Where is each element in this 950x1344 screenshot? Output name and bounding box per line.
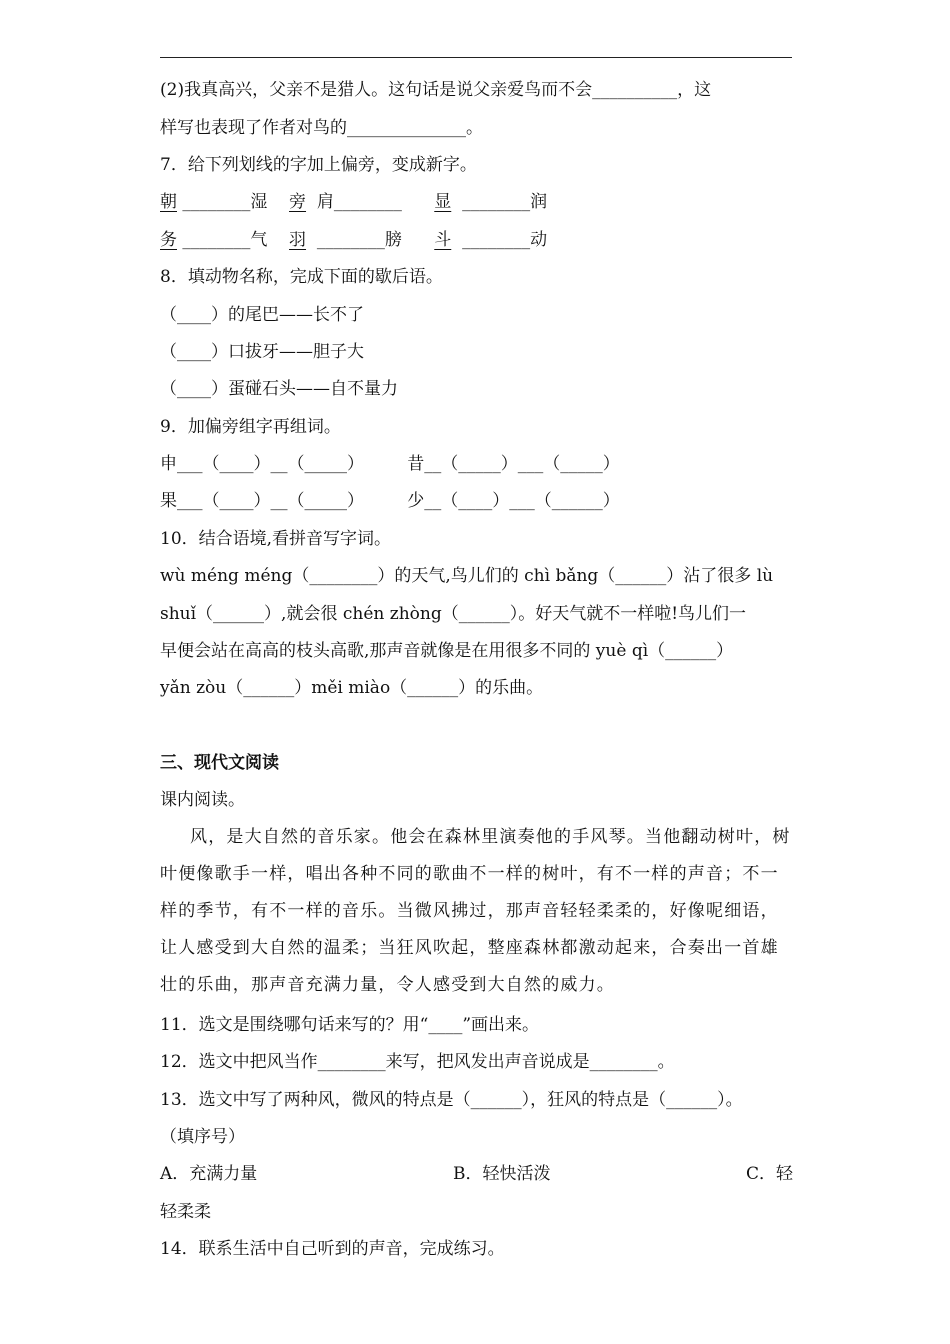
underlined-char: 务 <box>160 230 177 250</box>
underlined-char: 显 <box>434 192 452 212</box>
question-6-2-line1: (2)我真高兴，父亲不是猎人。这句话是说父亲爱鸟而不会__________，这 <box>160 80 712 100</box>
question-12: 12．选文中把风当作________来写，把风发出声音说成是________。 <box>160 1052 675 1072</box>
header-rule <box>160 57 792 58</box>
question-7-row2 <box>160 228 547 252</box>
blank-text: ________湿 <box>177 192 290 212</box>
blank-text: ________膀 <box>306 230 435 250</box>
question-9-row1: 申___（____）__（_____） 昔__（_____）___（_____） <box>160 454 620 474</box>
question-8-item2: （____）口拔牙——胆子大 <box>160 342 364 362</box>
question-6-2-line2: 样写也表现了作者对鸟的______________。 <box>160 118 483 138</box>
question-10-title: 10．结合语境,看拼音写字词。 <box>160 529 392 549</box>
underlined-char: 斗 <box>434 230 452 250</box>
question-7-row1 <box>160 190 547 214</box>
underlined-char: 朝 <box>160 192 177 212</box>
question-8-title: 8．填动物名称，完成下面的歇后语。 <box>160 267 443 287</box>
subheading: 课内阅读。 <box>160 790 245 810</box>
option-c-continued: 轻柔柔 <box>160 1202 211 1222</box>
option-c: C．轻 <box>746 1164 794 1184</box>
question-14: 14．联系生活中自己听到的声音，完成练习。 <box>160 1239 505 1259</box>
blank-text: ________动 <box>451 230 548 250</box>
question-8-item3: （____）蛋碰石头——自不量力 <box>160 379 398 399</box>
reading-passage <box>160 819 792 1004</box>
option-b: B．轻快活泼 <box>453 1164 551 1184</box>
passage-text: 风，是大自然的音乐家。他会在森林里演奏他的手风琴。当他翻动树叶，树叶便像歌手一样，唱出各种不同的歌曲不一样的树叶，有不一样的声音；不一样的季节，有不一样的音乐。当微风拂过，那声音轻轻柔柔的，好像呢细语，让人感受到大自然的温柔；当狂风吹起，整座森林都激动起来，合奏出一首雄壮的乐曲，那声音充满力量，令人感受到大自然的威力。 <box>160 827 791 995</box>
blank-text: 肩________ <box>306 192 435 212</box>
question-13-note: （填序号） <box>160 1127 245 1147</box>
underlined-char: 旁 <box>289 192 307 212</box>
blank-text: ________气 <box>177 230 290 250</box>
question-7-title: 7．给下列划线的字加上偏旁，变成新字。 <box>160 155 477 175</box>
question-10-line1: wù méng méng（________）的天气,鸟儿们的 chì bǎng（______）沾了很多 lù <box>160 566 774 586</box>
section-heading: 三、现代文阅读 <box>160 753 279 773</box>
question-13: 13．选文中写了两种风，微风的特点是（______），狂风的特点是（______）。 <box>160 1090 743 1110</box>
question-11: 11．选文是围绕哪句话来写的？用“____”画出来。 <box>160 1015 540 1035</box>
blank-text: ________润 <box>451 192 548 212</box>
question-10-line4: yǎn zòu（______）měi miào（______）的乐曲。 <box>160 678 544 698</box>
question-8-item1: （____）的尾巴——长不了 <box>160 305 364 325</box>
underlined-char: 羽 <box>289 230 307 250</box>
option-a: A．充满力量 <box>160 1164 258 1184</box>
question-9-title: 9．加偏旁组字再组词。 <box>160 417 341 437</box>
question-10-line2: shuǐ（______）,就会很 chén zhòng（______）。好天气就不一样啦!鸟儿们一 <box>160 604 747 624</box>
question-9-row2: 果___（____）__（_____） 少__（____）___（______） <box>160 491 620 511</box>
question-10-line3: 早便会站在高高的枝头高歌,那声音就像是在用很多不同的 yuè qì（______） <box>160 641 734 661</box>
